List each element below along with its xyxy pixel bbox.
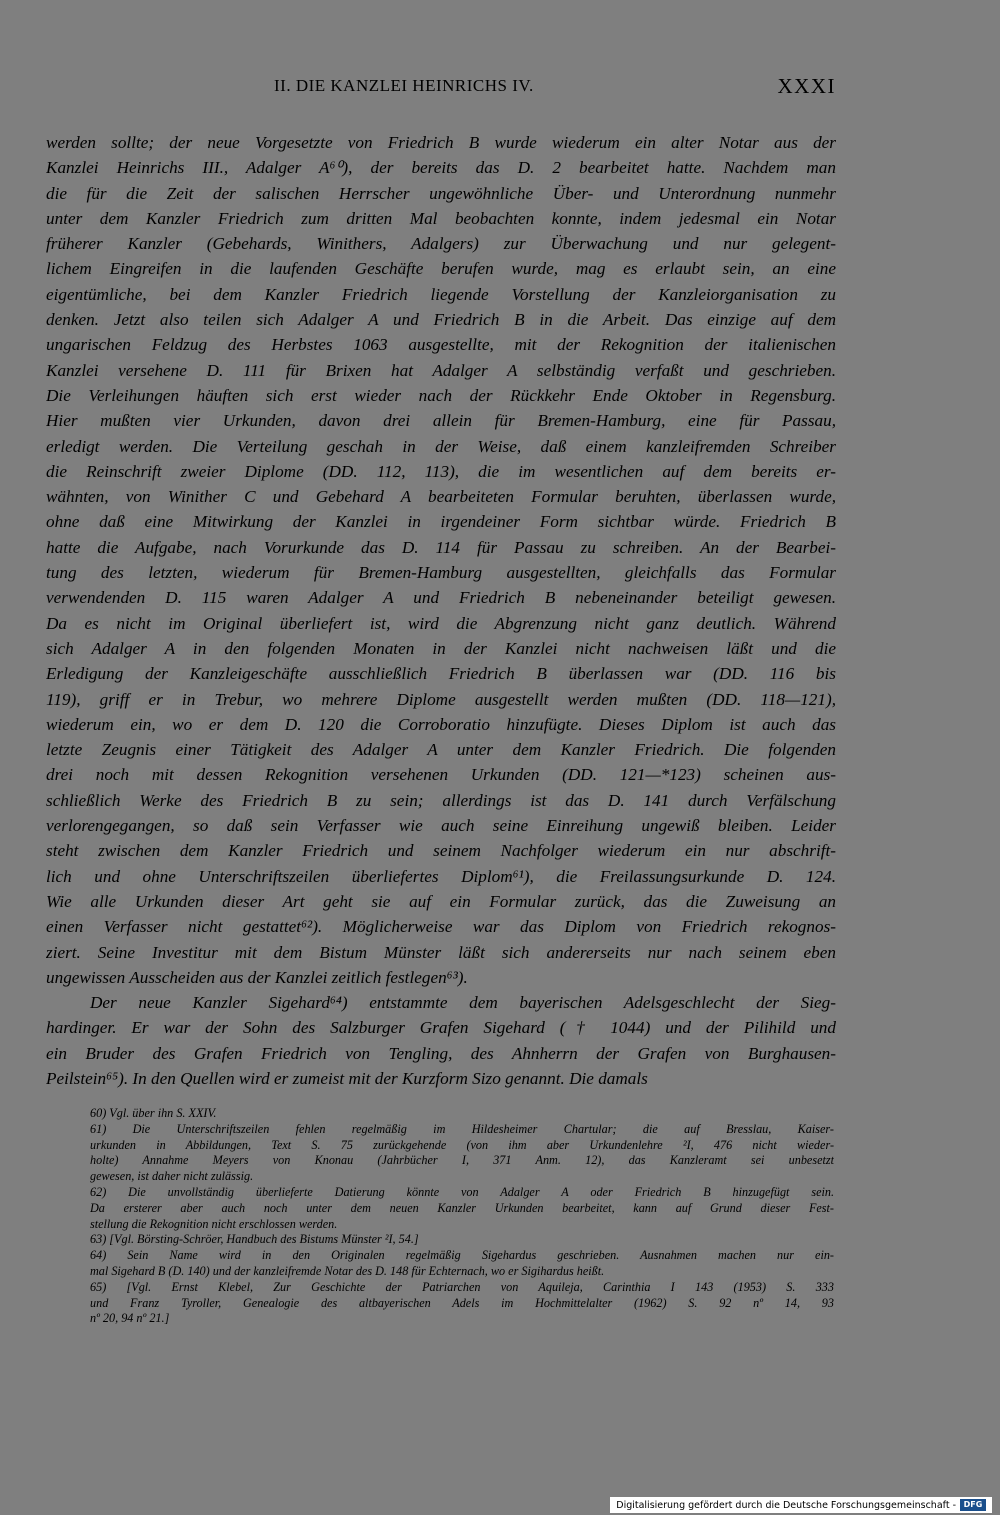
text-line: tung des letzten, wiederum für Bremen-Hamburg ausgestellten, gleichfalls das Formular bbox=[46, 563, 836, 583]
running-header bbox=[46, 76, 836, 102]
text-line: denken. Jetzt also teilen sich Adalger A und Friedrich B in die Arbeit. Das einzige auf dem bbox=[46, 310, 836, 330]
text-line: ungarischen Feldzug des Herbstes 1063 ausgestellte, mit der Rekognition der italienischen bbox=[46, 335, 836, 355]
text-line: unter dem Kanzler Friedrich zum dritten Mal beobachten konnte, indem jedesmal ein Notar bbox=[46, 208, 836, 228]
text-line: steht zwischen dem Kanzler Friedrich und seinem Nachfolger wiederum ein nur abschrift- bbox=[46, 841, 836, 861]
text-line: Da es nicht im Original überliefert ist, wird die Abgrenzung nicht ganz deutlich. Während bbox=[46, 613, 836, 633]
page-number: XXXI bbox=[777, 74, 836, 98]
footnote-line: 65) [Vgl. Ernst Klebel, Zur Geschichte der Patriarchen von Aquileja, Carinthia I 143 (1953) S. 333 bbox=[90, 1279, 834, 1294]
text-line: einen Verfasser nicht gestattet⁶²). Möglicherweise war das Diplom von Friedrich rekognos- bbox=[46, 917, 836, 937]
text-line: die für die Zeit der salischen Herrscher ungewöhnliche Über- und Unterordnung nunmehr bbox=[46, 183, 836, 203]
footnote-line: 61) Die Unterschriftszeilen fehlen regelmäßig im Hildesheimer Chartular; die auf Bresslau, Kaiser- bbox=[90, 1121, 834, 1136]
text-line: drei noch mit dessen Rekognition versehenen Urkunden (DD. 121—*123) scheinen aus- bbox=[46, 765, 836, 785]
text-line: ohne daß eine Mitwirkung der Kanzlei in irgendeiner Form sichtbar würde. Friedrich B bbox=[46, 512, 836, 532]
text-line: wähnten, von Winither C und Gebehard A bearbeiteten Formular beruhten, überlassen wurde, bbox=[46, 487, 836, 507]
credit-text: Digitalisierung gefördert durch die Deutsche Forschungsgemeinschaft - bbox=[616, 1499, 956, 1511]
text-line: Kanzlei versehene D. 111 für Brixen hat Adalger A selbständig verfaßt und geschrieben. bbox=[46, 360, 836, 380]
dfg-logo-icon: DFG bbox=[960, 1499, 986, 1511]
text-line: verwendenden D. 115 waren Adalger A und Friedrich B nebeneinander beteiligt gewesen. bbox=[46, 588, 836, 608]
text-line: schließlich Werke des Friedrich B zu sein; allerdings ist das D. 141 durch Verfälschung bbox=[46, 790, 836, 810]
footnotes bbox=[90, 1106, 834, 1327]
text-line: hardinger. Er war der Sohn des Salzburger Grafen Sigehard († 1044) und der Pilihild und bbox=[46, 1018, 836, 1038]
text-line: wiederum ein, wo er dem D. 120 die Corroboratio hinzufügte. Dieses Diplom ist auch das bbox=[46, 714, 836, 734]
footnote-line: 64) Sein Name wird in den Originalen regelmäßig Sigehardus geschrieben. Ausnahmen machen nur ein- bbox=[90, 1248, 834, 1263]
text-line: Kanzlei Heinrichs III., Adalger A⁶⁰), der bereits das D. 2 bearbeitet hatte. Nachdem man bbox=[46, 158, 836, 178]
text-line: werden sollte; der neue Vorgesetzte von Friedrich B wurde wiederum ein alter Notar aus der bbox=[46, 133, 836, 152]
text-line: lich und ohne Unterschriftszeilen überliefertes Diplom⁶¹), die Freilassungsurkunde D. 124. bbox=[46, 866, 836, 886]
text-line: verlorengegangen, so daß sein Verfasser wie auch seine Einreihung ungewiß bleiben. Leider bbox=[46, 816, 836, 836]
text-line: Wie alle Urkunden dieser Art geht sie auf ein Formular zurück, das die Zuweisung an bbox=[46, 891, 836, 911]
text-line: früherer Kanzler (Gebehards, Winithers, Adalgers) zur Überwachung und nur gelegent- bbox=[46, 234, 836, 254]
text-line: Die Verleihungen häuften sich erst wieder nach der Rückkehr Ende Oktober in Regensburg. bbox=[46, 385, 836, 405]
text-line: lichem Eingreifen in die laufenden Geschäfte berufen wurde, mag es erlaubt sein, an eine bbox=[46, 259, 836, 279]
text-line: 119), griff er in Trebur, wo mehrere Diplome ausgestellt werden mußten (DD. 118—121), bbox=[46, 689, 836, 709]
footnote-line: Da ersterer aber auch noch unter dem neuen Kanzler Urkunden bearbeitet, kann auf Grund dieser Fest- bbox=[90, 1200, 834, 1215]
footnote-line: 63) [Vgl. Börsting-Schröer, Handbuch des Bistums Münster ²I, 54.] bbox=[90, 1232, 419, 1247]
footnote-line: mal Sigehard B (D. 140) und der kanzleifremde Notar des D. 148 für Echternach, wo er Sigihardus heißt. bbox=[90, 1263, 605, 1278]
text-line: die Reinschrift zweier Diplome (DD. 112, 113), die im wesentlichen auf dem bereits er- bbox=[46, 461, 836, 481]
footnote-line: holte) Annahme Meyers von Knonau (Jahrbücher I, 371 Anm. 12), das Kanzleramt sei unbesetzt bbox=[90, 1153, 834, 1168]
footnote-line: nº 20, 94 nº 21.] bbox=[90, 1311, 170, 1326]
text-line: erledigt werden. Die Verteilung geschah in der Weise, daß einem kanzleifremden Schreiber bbox=[46, 436, 836, 456]
footnote-line: stellung die Rekognition nicht erschlossen werden. bbox=[90, 1216, 338, 1231]
text-line: eigentümliche, bei dem Kanzler Friedrich liegende Vorstellung der Kanzleiorganisation zu bbox=[46, 284, 836, 304]
digitization-credit bbox=[610, 1497, 992, 1513]
text-line: letzte Zeugnis einer Tätigkeit des Adalger A unter dem Kanzler Friedrich. Die folgenden bbox=[46, 740, 836, 760]
text-line: Peilstein⁶⁵). In den Quellen wird er zumeist mit der Kurzform Sizo genannt. Die damals bbox=[46, 1068, 648, 1088]
text-line: hatte die Aufgabe, nach Vorurkunde das D. 114 für Passau zu schreiben. An der Bearbei- bbox=[46, 537, 836, 557]
text-line: Hier mußten vier Urkunden, davon drei allein für Bremen-Hamburg, eine für Passau, bbox=[46, 411, 836, 431]
footnote-line: urkunden in Abbildungen, Text S. 75 zurückgehende (von ihm aber Urkundenlehre ²I, 476 nicht wieder- bbox=[90, 1137, 834, 1152]
footnote-line: 62) Die unvollständig überlieferte Datierung könnte von Adalger A oder Friedrich B hinzugefügt sein. bbox=[90, 1184, 834, 1199]
text-line: ungewissen Ausscheiden aus der Kanzlei zeitlich festlegen⁶³). bbox=[46, 967, 468, 987]
text-line: ein Bruder des Grafen Friedrich von Tengling, des Ahnherrn der Grafen von Burghausen- bbox=[46, 1043, 836, 1063]
text-line: Der neue Kanzler Sigehard⁶⁴) entstammte dem bayerischen Adelsgeschlecht der Sieg- bbox=[90, 993, 836, 1013]
footnote-line: gewesen, ist daher nicht zulässig. bbox=[90, 1169, 254, 1184]
main-text bbox=[46, 130, 836, 1091]
text-line: Erledigung der Kanzleigeschäfte ausschließlich Friedrich B überlassen war (DD. 116 bis bbox=[46, 664, 836, 684]
running-title: II. DIE KANZLEI HEINRICHS IV. bbox=[274, 76, 534, 95]
text-line: ziert. Seine Investitur mit dem Bistum Münster läßt sich andererseits nur nach seinem eben bbox=[46, 942, 836, 962]
footnote-line: 60) Vgl. über ihn S. XXIV. bbox=[90, 1106, 217, 1120]
text-line: sich Adalger A in den folgenden Monaten in der Kanzlei nicht nachweisen läßt und die bbox=[46, 638, 836, 658]
footnote-line: und Franz Tyroller, Genealogie des altbayerischen Adels im Hochmittelalter (1962) S. 92 nº 14, 93 bbox=[90, 1295, 834, 1310]
